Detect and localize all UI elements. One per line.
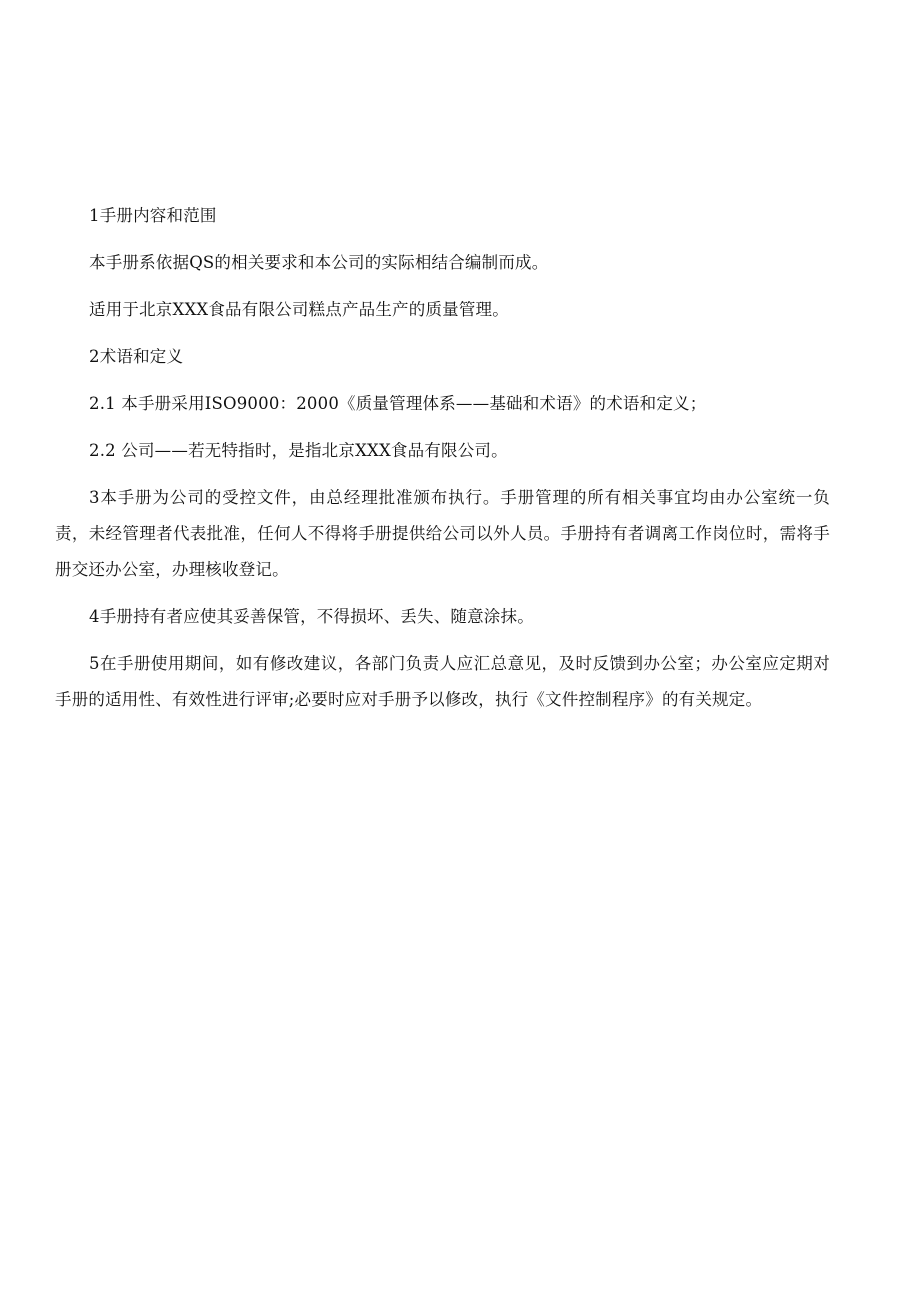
paragraph-term-2-2: 2.2 公司——若无特指时，是指北京XXX食品有限公司。	[89, 441, 508, 460]
paragraph-term-2-1: 2.1 本手册采用ISO9000：2000《质量管理体系——基础和术语》的术语和定义；	[89, 394, 707, 413]
paragraph-control: 3本手册为公司的受控文件，由总经理批准颁布执行。手册管理的所有相关事宜均由办公室统一负责，未经管理者代表批准，任何人不得将手册提供给公司以外人员。手册持有者调离工作岗位时，需将手册交还办公室，办理核收登记。	[55, 488, 830, 579]
paragraph-applicability: 适用于北京XXX食品有限公司糕点产品生产的质量管理。	[89, 300, 509, 319]
paragraph-revision: 5在手册使用期间，如有修改建议，各部门负责人应汇总意见，及时反馈到办公室；办公室应定期对手册的适用性、有效性进行评审;必要时应对手册予以修改，执行《文件控制程序》的有关规定。	[55, 654, 830, 709]
section-heading-terms: 2术语和定义	[89, 347, 184, 366]
paragraph-custody: 4手册持有者应使其妥善保管，不得损坏、丢失、随意涂抹。	[89, 607, 534, 626]
paragraph-basis: 本手册系依据QS的相关要求和本公司的实际相结合编制而成。	[89, 253, 549, 272]
section-heading-scope: 1手册内容和范围	[89, 206, 217, 225]
document-body	[55, 198, 830, 718]
